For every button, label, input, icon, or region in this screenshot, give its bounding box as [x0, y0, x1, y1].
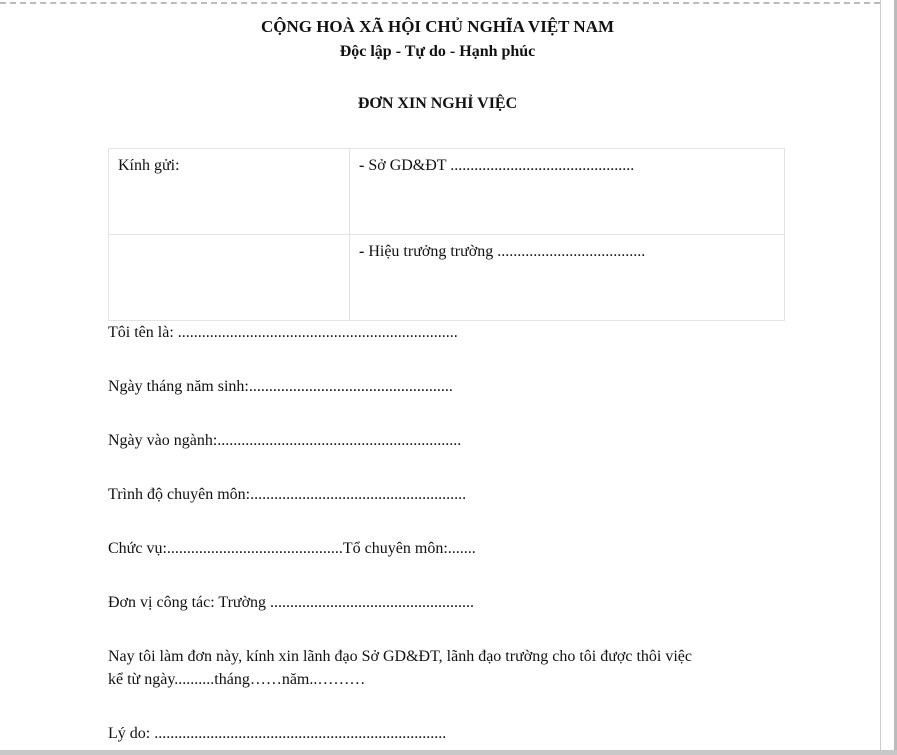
document-title: ĐƠN XIN NGHỈ VIỆC [357, 95, 518, 112]
empty-cell[interactable] [109, 235, 350, 321]
field-position[interactable]: Chức vụ:............................................Tổ chuyên môn:....... [108, 540, 476, 557]
field-birthdate[interactable]: Ngày tháng năm sinh:................................................... [108, 378, 453, 395]
recipient-cell-2[interactable] [350, 235, 785, 321]
request-paragraph-line-1[interactable]: Nay tôi làm đơn này, kính xin lãnh đạo Sở GD&ĐT, lãnh đạo trường cho tôi được thôi việc [108, 648, 692, 665]
field-name[interactable]: Tôi tên là: ...................................................................... [108, 324, 458, 341]
recipients-table [108, 148, 785, 321]
nation-heading: CỘNG HOÀ XÃ HỘI CHỦ NGHĨA VIỆT NAM [260, 17, 615, 36]
dash: - [359, 157, 369, 174]
field-workplace[interactable]: Đơn vị công tác: Trường ................................................... [108, 594, 475, 611]
field-qualification[interactable]: Trình độ chuyên môn:...................................................... [108, 486, 467, 503]
recipient-principal: Hiệu trưởng trường ..................................... [368, 243, 646, 260]
recipient-label: Kính gửi: [118, 157, 180, 174]
motto-heading: Độc lập - Tự do - Hạnh phúc [339, 43, 536, 60]
request-paragraph-line-2[interactable]: kể từ ngày..........tháng……năm..……… [108, 671, 366, 688]
field-reason[interactable]: Lý do: ......................................................................... [108, 725, 447, 742]
page-bottom-border [0, 750, 897, 755]
recipient-label-cell [109, 149, 350, 235]
recipient-cell-1[interactable] [350, 149, 785, 235]
field-start-date[interactable]: Ngày vào ngành:............................................................. [108, 432, 462, 449]
dash: - [359, 243, 369, 260]
recipient-department: Sở GD&ĐT .............................................. [368, 157, 635, 174]
page-top-border [0, 2, 880, 4]
